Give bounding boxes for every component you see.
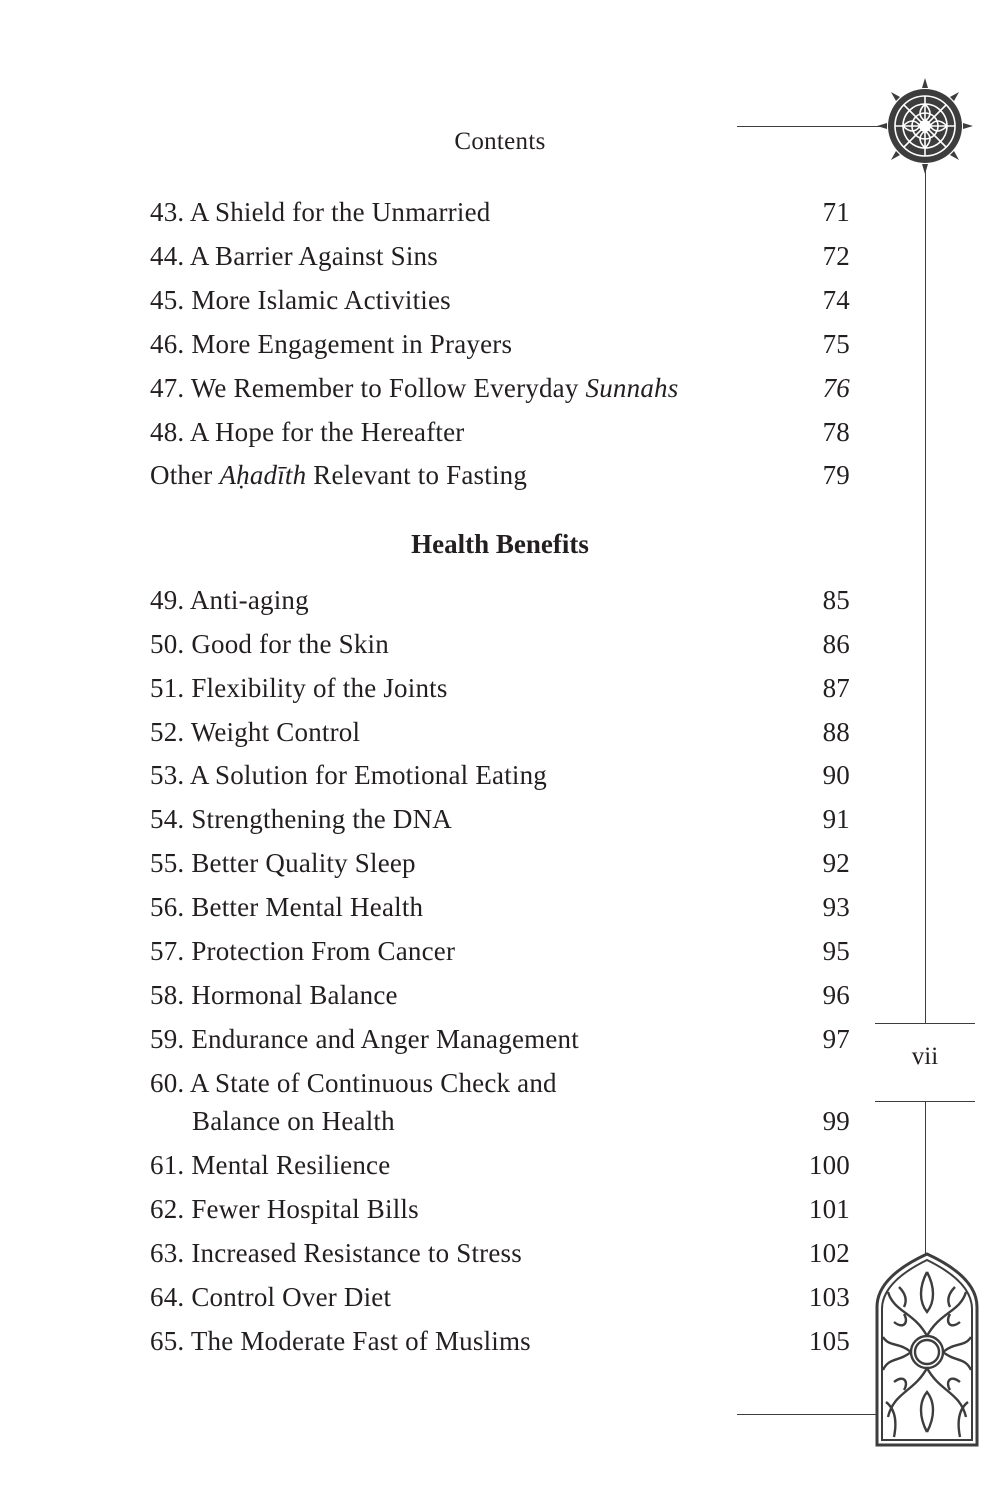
- entry-title: 62. Fewer Hospital Bills: [150, 1194, 419, 1224]
- entry-page: 100: [808, 1150, 850, 1180]
- toc-entry[interactable]: [150, 887, 850, 927]
- entry-page: 79: [822, 460, 850, 490]
- entry-title: 58. Hormonal Balance: [150, 980, 398, 1010]
- entry-page: 99: [822, 1106, 850, 1136]
- entry-title: 61. Mental Resilience: [150, 1150, 391, 1180]
- entry-title: Other Aḥadīth Relevant to Fasting: [150, 460, 528, 490]
- entry-page: 93: [822, 892, 850, 922]
- entry-page: 92: [822, 848, 850, 878]
- toc-entry[interactable]: [150, 843, 850, 883]
- margin-rule-lower: [925, 1101, 926, 1255]
- entry-title: 48. A Hope for the Hereafter: [150, 417, 465, 447]
- toc-entry[interactable]: [150, 236, 850, 276]
- entry-title: 56. Better Mental Health: [150, 892, 424, 922]
- entry-page: 86: [822, 629, 850, 659]
- toc-entry[interactable]: [150, 580, 850, 620]
- margin-rule-upper: [925, 170, 926, 1023]
- entry-page: 85: [822, 585, 850, 615]
- toc-entry[interactable]: [150, 368, 850, 408]
- toc-entry[interactable]: [150, 1145, 850, 1185]
- entry-page: 101: [808, 1194, 850, 1224]
- section-heading: Health Benefits: [411, 529, 589, 559]
- entry-title: 50. Good for the Skin: [150, 629, 389, 659]
- toc-entry-60-line1[interactable]: [150, 1063, 850, 1103]
- toc-entry[interactable]: [150, 192, 850, 232]
- entry-title: 52. Weight Control: [150, 717, 361, 747]
- entry-page: 103: [808, 1282, 850, 1312]
- toc-entry[interactable]: [150, 931, 850, 971]
- toc-entry[interactable]: [150, 755, 850, 795]
- toc-entry[interactable]: [150, 975, 850, 1015]
- toc-entry-other-ahadith[interactable]: [150, 455, 850, 495]
- entry-title: 60. A State of Continuous Check and: [150, 1068, 557, 1098]
- entry-title: 53. A Solution for Emotional Eating: [150, 760, 548, 790]
- entry-title: 43. A Shield for the Unmarried: [150, 197, 491, 227]
- toc-entry[interactable]: [150, 668, 850, 708]
- page-folio: vii: [911, 1043, 939, 1070]
- rosette-ornament-icon: [875, 76, 975, 176]
- bottom-rule: [737, 1414, 877, 1415]
- entry-page: 87: [822, 673, 850, 703]
- toc-entry[interactable]: [150, 624, 850, 664]
- entry-title: 63. Increased Resistance to Stress: [150, 1238, 522, 1268]
- entry-page: 97: [822, 1024, 850, 1054]
- entry-page: 102: [808, 1238, 850, 1268]
- entry-page: 91: [822, 804, 850, 834]
- entry-page: 90: [822, 760, 850, 790]
- entry-page: 78: [822, 417, 850, 447]
- entry-title: 47. We Remember to Follow Everyday Sunnahs: [150, 373, 679, 403]
- entry-page: 72: [822, 241, 850, 271]
- toc-entry[interactable]: [150, 1277, 850, 1317]
- entry-title: 64. Control Over Diet: [150, 1282, 392, 1312]
- top-rule: [737, 126, 887, 127]
- entry-page: 95: [822, 936, 850, 966]
- toc-entry-60-line2[interactable]: [150, 1101, 850, 1141]
- entry-title: 45. More Islamic Activities: [150, 285, 451, 315]
- entry-page: 96: [822, 980, 850, 1010]
- toc-entry[interactable]: [150, 324, 850, 364]
- toc-entry[interactable]: [150, 1019, 850, 1059]
- entry-page: 71: [822, 197, 850, 227]
- entry-title: 55. Better Quality Sleep: [150, 848, 416, 878]
- entry-title: 57. Protection From Cancer: [150, 936, 456, 966]
- entry-page: 105: [808, 1326, 850, 1356]
- entry-title: 59. Endurance and Anger Management: [150, 1024, 579, 1054]
- toc-entry[interactable]: [150, 799, 850, 839]
- entry-title: 46. More Engagement in Prayers: [150, 329, 513, 359]
- entry-title-continued: Balance on Health: [192, 1106, 395, 1136]
- running-head: Contents: [454, 128, 546, 155]
- entry-page: 88: [822, 717, 850, 747]
- entry-page: 74: [822, 285, 850, 315]
- toc-entry[interactable]: [150, 280, 850, 320]
- toc-entry[interactable]: [150, 412, 850, 452]
- toc-entry[interactable]: [150, 1321, 850, 1361]
- entry-title: 65. The Moderate Fast of Muslims: [150, 1326, 531, 1356]
- entry-page: 75: [822, 329, 850, 359]
- folio-rule-top: [875, 1023, 975, 1024]
- entry-title: 49. Anti-aging: [150, 585, 309, 615]
- toc-entry[interactable]: [150, 712, 850, 752]
- entry-page: 76: [822, 373, 850, 403]
- toc-entry[interactable]: [150, 1233, 850, 1273]
- arched-window-ornament-icon: [874, 1252, 980, 1448]
- entry-title: 51. Flexibility of the Joints: [150, 673, 448, 703]
- toc-entry[interactable]: [150, 1189, 850, 1229]
- entry-title: 44. A Barrier Against Sins: [150, 241, 438, 271]
- entry-title: 54. Strengthening the DNA: [150, 804, 452, 834]
